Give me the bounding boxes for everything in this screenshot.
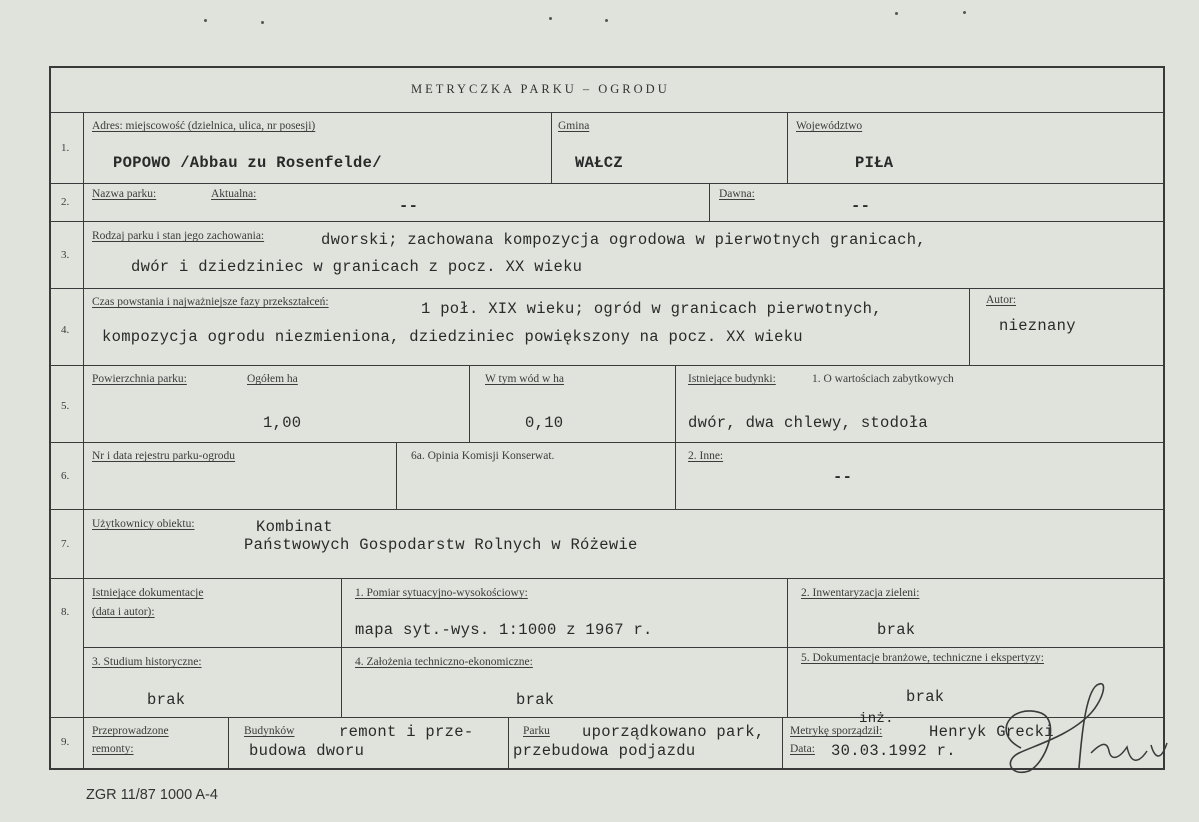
- dokumentacje-branzowe-label: 5. Dokumentacje branżowe, techniczne i ekspertyzy:: [801, 652, 1044, 664]
- signature: [951, 673, 1171, 783]
- powierzchnia-label: Powierzchnia parku:: [92, 373, 187, 385]
- budynkow-line-1: remont i prze-: [339, 723, 474, 741]
- uzytkownicy-label: Użytkownicy obiektu:: [92, 518, 195, 530]
- ogolem-value: 1,00: [263, 414, 302, 432]
- dawna-value: --: [851, 197, 871, 215]
- adres-value: POPOWO /Abbau zu Rosenfelde/: [113, 154, 382, 172]
- remonty-label-1: Przeprowadzone: [92, 725, 169, 737]
- wod-label: W tym wód w ha: [485, 373, 565, 385]
- parku-label: Parku: [523, 725, 550, 737]
- czas-label: Czas powstania i najważniejsze fazy przekształceń:: [92, 296, 329, 308]
- row-number: 5.: [61, 400, 70, 412]
- budynkow-line-2: budowa dworu: [249, 742, 365, 760]
- row-number: 2.: [61, 196, 70, 208]
- speck: [204, 19, 207, 22]
- rodzaj-line-1: dworski; zachowana kompozycja ogrodowa w pierwotnych granicach,: [321, 231, 926, 249]
- adres-label: Adres: miejscowość (dzielnica, ulica, nr posesji): [92, 120, 316, 132]
- studium-value: brak: [147, 691, 186, 709]
- parku-line-1: uporządkowano park,: [582, 723, 765, 741]
- row-number: 1.: [61, 142, 70, 154]
- czas-line-2: kompozycja ogrodu niezmieniona, dziedziniec powiększony na pocz. XX wieku: [102, 328, 803, 346]
- pomiar-label: 1. Pomiar sytuacyjno-wysokościowy:: [355, 587, 528, 599]
- row-number: 7.: [61, 538, 70, 550]
- row-number: 6.: [61, 470, 70, 482]
- speck: [605, 19, 608, 22]
- studium-label: 3. Studium historyczne:: [92, 656, 202, 668]
- rodzaj-line-2: dwór i dziedziniec w granicach z pocz. XX wieku: [131, 258, 583, 276]
- speck: [895, 12, 898, 15]
- gmina-label: Gmina: [558, 120, 590, 132]
- form-title: METRYCZKA PARKU – OGRODU: [411, 82, 670, 96]
- aktualna-label: Aktualna:: [211, 188, 257, 200]
- row-number: 4.: [61, 324, 70, 336]
- data-label: Data:: [790, 743, 815, 755]
- uzytkownicy-line-2: Państwowych Gospodarstw Rolnych w Różewie: [244, 536, 638, 554]
- engineer-title: inż.: [859, 711, 894, 727]
- dokumentacje-branzowe-value: brak: [906, 688, 945, 706]
- wod-value: 0,10: [525, 414, 564, 432]
- inne-label: 2. Inne:: [688, 450, 724, 462]
- inwentaryzacja-value: brak: [877, 621, 916, 639]
- form-code: ZGR 11/87 1000 A-4: [86, 787, 218, 803]
- zalozenia-value: brak: [516, 691, 555, 709]
- metryke-value: Henryk Grecki: [929, 723, 1054, 741]
- dawna-label: Dawna:: [719, 188, 755, 200]
- budynki-sub-label: 1. O wartościach zabytkowych: [812, 373, 954, 385]
- zalozenia-label: 4. Założenia techniczno-ekonomiczne:: [355, 656, 533, 668]
- speck: [963, 11, 966, 14]
- aktualna-value: --: [399, 197, 419, 215]
- parku-line-2: przebudowa podjazdu: [513, 742, 696, 760]
- row-number: 9.: [61, 736, 70, 748]
- uzytkownicy-line-1: Kombinat: [256, 518, 333, 536]
- budynki-label: Istniejące budynki:: [688, 373, 776, 385]
- dokumentacje-label-2: (data i autor):: [92, 606, 155, 618]
- row-number: 3.: [61, 249, 70, 261]
- speck: [549, 17, 552, 20]
- wojewodztwo-label: Województwo: [796, 120, 863, 132]
- pomiar-value: mapa syt.-wys. 1:1000 z 1967 r.: [355, 621, 653, 639]
- inne-value: --: [833, 468, 853, 486]
- budynkow-label: Budynków: [244, 725, 295, 737]
- dokumentacje-label-1: Istniejące dokumentacje: [92, 587, 204, 599]
- rodzaj-label: Rodzaj parku i stan jego zachowania:: [92, 230, 265, 242]
- opinia-label: 6a. Opinia Komisji Konserwat.: [411, 450, 555, 462]
- autor-value: nieznany: [999, 317, 1076, 335]
- rejestr-label: Nr i data rejestru parku-ogrodu: [92, 450, 236, 462]
- inwentaryzacja-label: 2. Inwentaryzacja zieleni:: [801, 587, 920, 599]
- metryke-label: Metrykę sporządził:: [790, 725, 883, 737]
- budynki-value: dwór, dwa chlewy, stodoła: [688, 414, 929, 432]
- row-number: 8.: [61, 606, 70, 618]
- czas-line-1: 1 poł. XIX wieku; ogród w granicach pierwotnych,: [421, 300, 882, 318]
- gmina-value: WAŁCZ: [575, 154, 624, 172]
- ogolem-label: Ogółem ha: [247, 373, 298, 385]
- speck: [261, 21, 264, 24]
- data-value: 30.03.1992 r.: [831, 742, 956, 760]
- wojewodztwo-value: PIŁA: [855, 154, 894, 172]
- autor-label: Autor:: [986, 294, 1017, 306]
- metryczka-form: [49, 66, 1165, 770]
- nazwa-label: Nazwa parku:: [92, 188, 157, 200]
- remonty-label-2: remonty:: [92, 743, 134, 755]
